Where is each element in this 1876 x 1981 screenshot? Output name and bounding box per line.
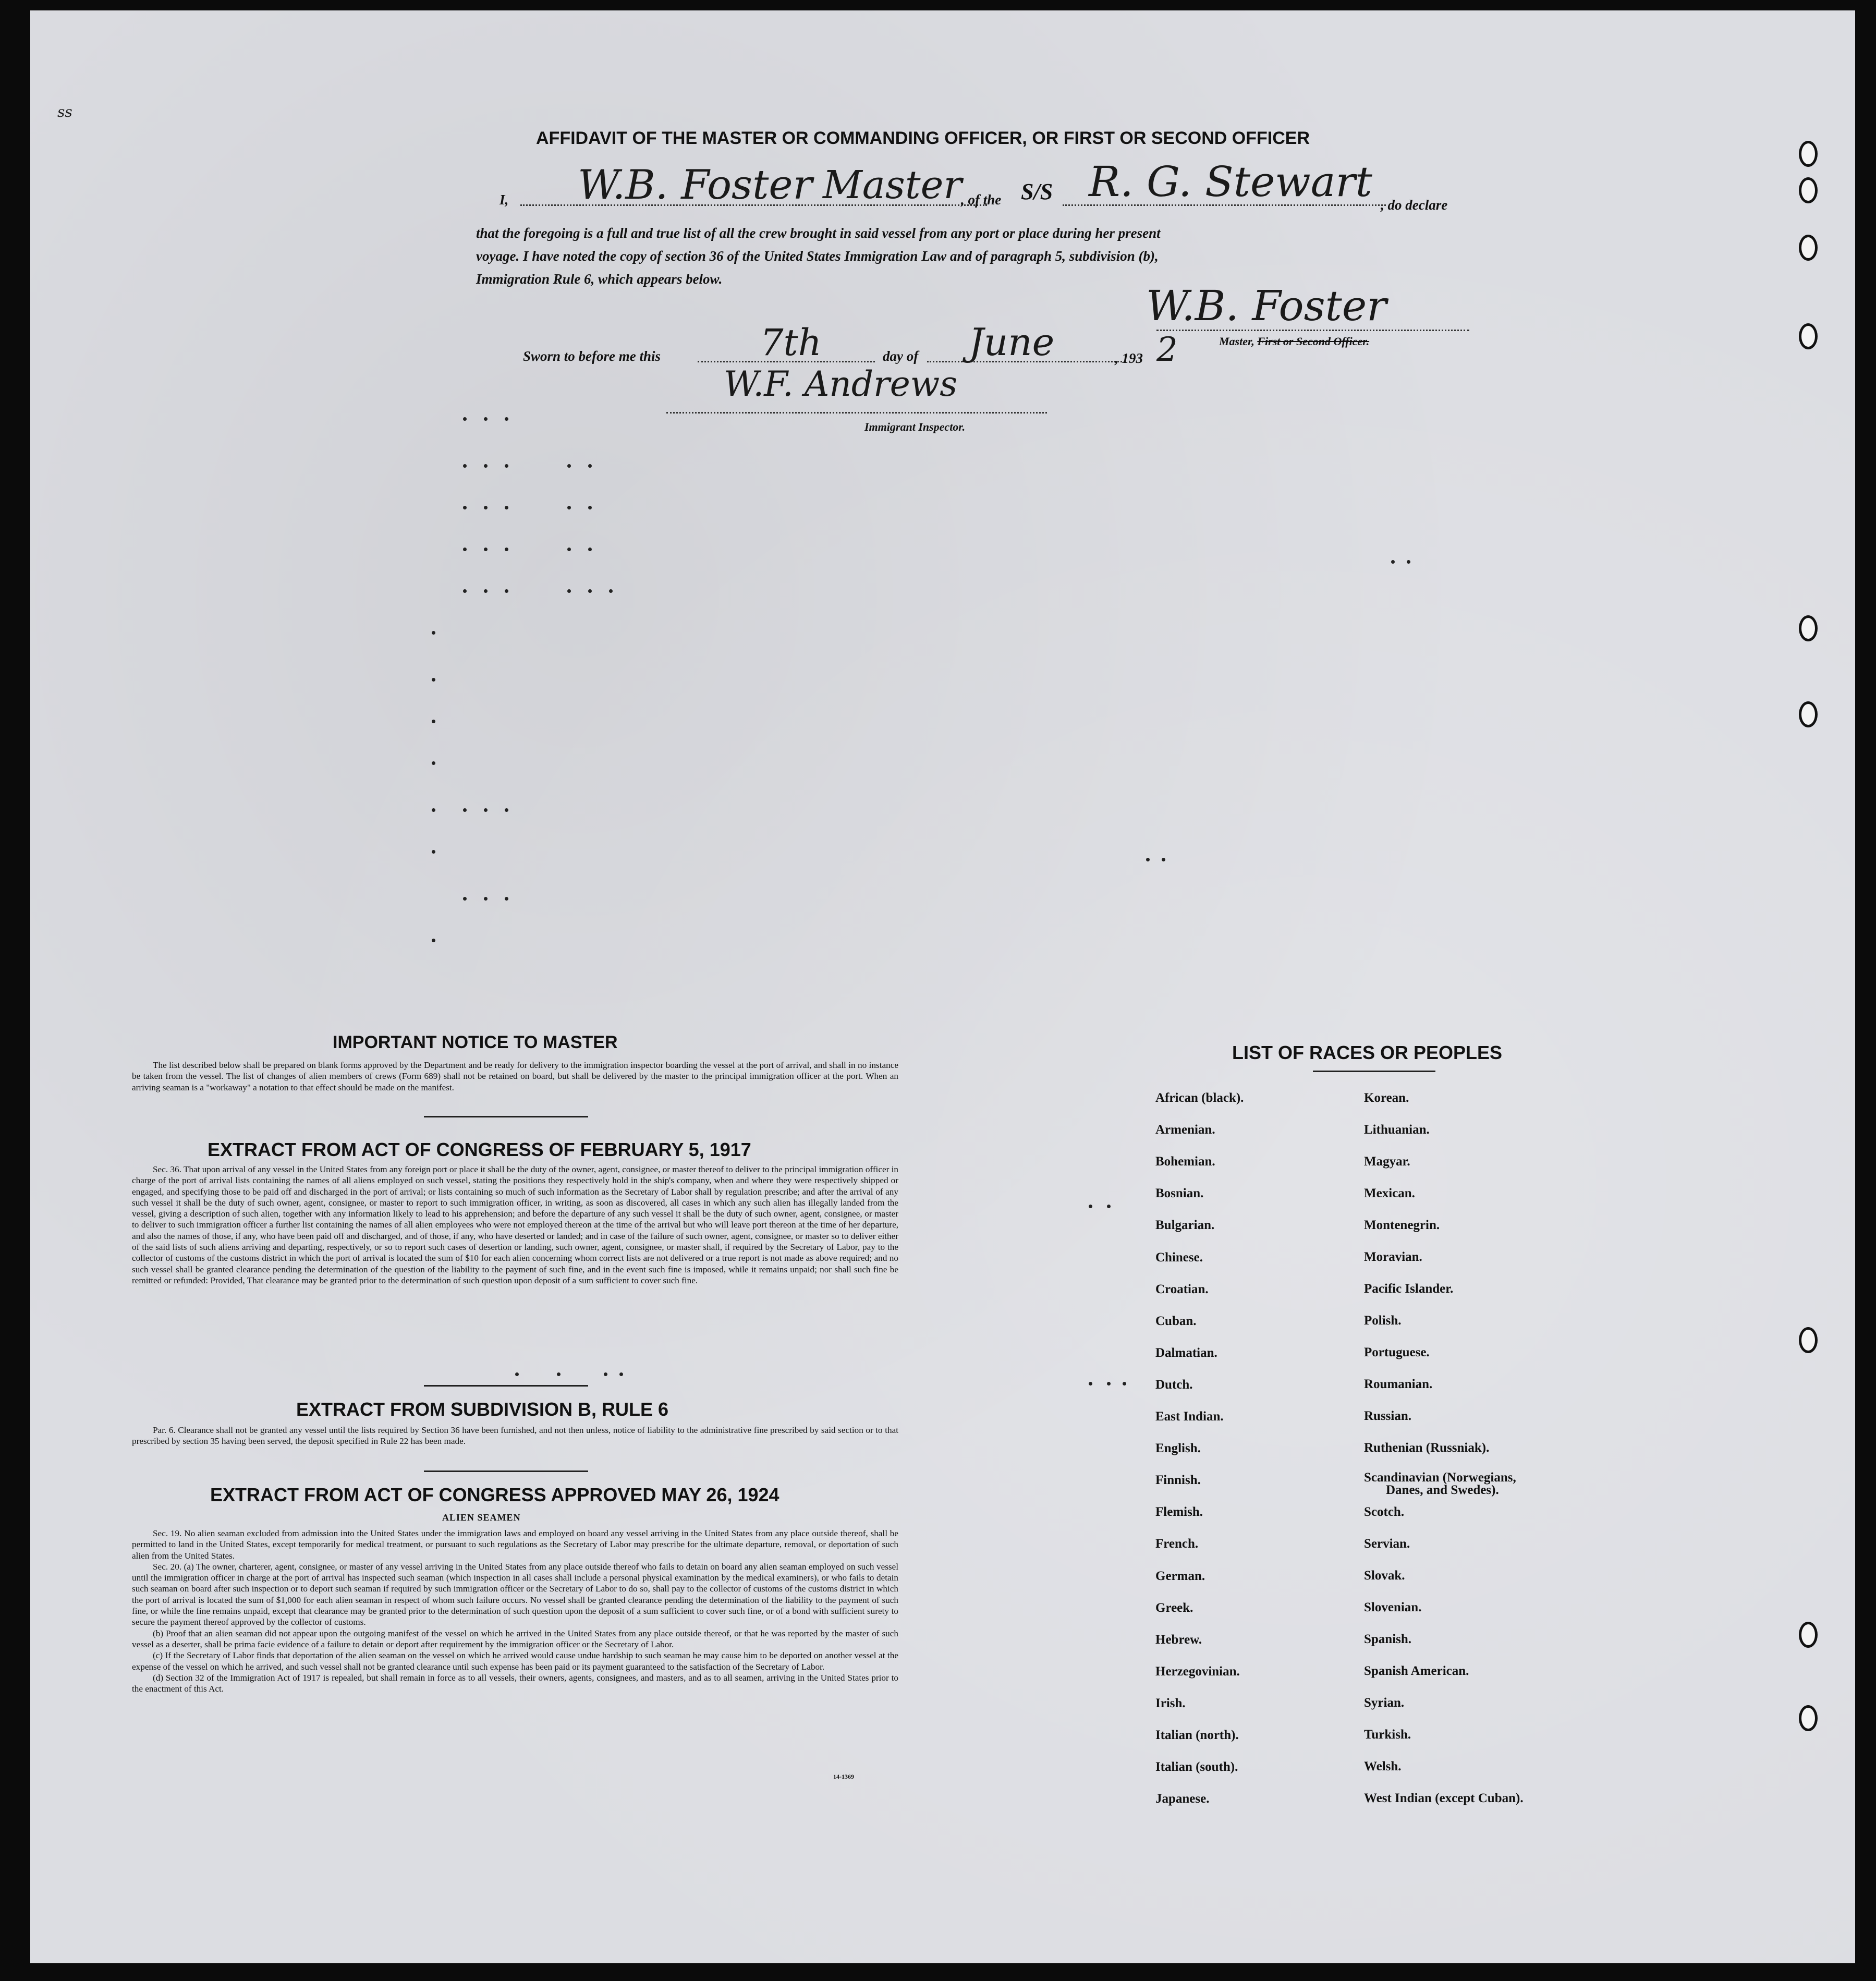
print-dot	[505, 808, 508, 812]
binder-hole	[1799, 141, 1818, 167]
race-left-item: Italian (south).	[1155, 1760, 1238, 1775]
extract1-text	[132, 1164, 898, 1286]
extract2-paragraph: Par. 6. Clearance shall not be granted any vessel until the lists required by Section 36 have been furnished, and not then unless, notice of liability to the administrative fine prescribed by said section or to that prescribed by section 35 having been served, the deposit specified in Rule 22 has been made.	[132, 1425, 898, 1447]
day-handwritten: 7th	[760, 321, 822, 364]
print-dot	[1089, 1205, 1092, 1208]
races-divider	[1313, 1071, 1435, 1072]
print-dot	[1391, 560, 1395, 564]
races-title: LIST OF RACES OR PEOPLES	[1232, 1042, 1503, 1063]
race-right-item: Portuguese.	[1364, 1345, 1430, 1359]
notice-text	[132, 1060, 898, 1093]
race-right-item: Montenegrin.	[1364, 1218, 1440, 1232]
race-left-item: English.	[1155, 1441, 1201, 1456]
race-right-item: Mexican.	[1364, 1186, 1415, 1200]
caption-master: Master,	[1219, 335, 1254, 348]
alien-seamen-subtitle: ALIEN SEAMEN	[442, 1512, 521, 1523]
extract2-text	[132, 1425, 898, 1447]
print-dot	[1407, 560, 1410, 564]
race-right-item: Spanish American.	[1364, 1664, 1469, 1678]
print-dot	[567, 464, 571, 468]
print-dot	[463, 548, 467, 551]
sec20c-paragraph: (c) If the Secretary of Labor finds that deportation of the alien seaman on the vessel on which he arrived would cause undue hardship to such seaman he may cause him to be deported on another vessel at the expense of the vessel on which he arrived, and such vessel shall not be granted clearance until such expense has been paid or its payment guaranteed to the satisfaction of the Secretary of Labor.	[132, 1650, 898, 1672]
print-dot	[505, 897, 508, 901]
race-left-item: Bulgarian.	[1155, 1218, 1215, 1233]
caption-struck-officer: First or Second Officer.	[1257, 335, 1370, 348]
form-number: 14-1369	[833, 1773, 854, 1780]
print-dot	[505, 417, 508, 421]
binder-hole	[1799, 177, 1818, 203]
race-right-item: Servian.	[1364, 1537, 1410, 1551]
race-right-item: West Indian (except Cuban).	[1364, 1791, 1524, 1805]
affidavit-title: AFFIDAVIT OF THE MASTER OR COMMANDING OFFICER, OR FIRST OR SECOND OFFICER	[536, 128, 1310, 148]
print-dot	[1123, 1382, 1126, 1386]
race-right-item: Magyar.	[1364, 1154, 1410, 1169]
race-left-item: Irish.	[1155, 1696, 1186, 1710]
sec19-paragraph: Sec. 19. No alien seaman excluded from admission into the United States under the immigration laws and employed on board any vessel arriving in the United States from any place outside thereof, shall be permitted to land in the United States, except temporarily for medical treatment, or pursuant to such regulations as the Secretary of Labor may prescribe for the ultimate departure, removal, or deportation of such alien from the United States.	[132, 1528, 898, 1561]
sec20b-paragraph: (b) Proof that an alien seaman did not appear upon the outgoing manifest of the vessel on which he arrived in the United States from any place outside thereof, or that he was reported by the master of such vessel as a deserter, shall be prima facie evidence of a failure to detain or deport after requirement by the immigration officer or the Secretary of Labor.	[132, 1628, 898, 1649]
print-dot	[505, 506, 508, 509]
sworn-prefix: Sworn to before me this	[523, 348, 661, 364]
race-right-item: Polish.	[1364, 1314, 1402, 1328]
race-right-item: Korean.	[1364, 1091, 1409, 1105]
print-dot	[484, 808, 488, 812]
race-left-item: Hebrew.	[1155, 1632, 1202, 1647]
notice-title: IMPORTANT NOTICE TO MASTER	[333, 1032, 618, 1052]
print-dot	[432, 850, 435, 854]
notice-paragraph: The list described below shall be prepared on blank forms approved by the Department and be ready for delivery to the immigration inspector boarding the vessel at the port of arrival, and shall in no instance be taken from the vessel. The list of changes of alien members of crews (Form 689) shall not be retained on board, but shall be delivered by the master to the principal immigration officer at the port. When an arriving seaman is a "workaway" a notation to that effect should be made on the manifest.	[132, 1060, 898, 1092]
race-left-item: French.	[1155, 1537, 1199, 1551]
print-dot	[505, 548, 508, 551]
extract1-title: EXTRACT FROM ACT OF CONGRESS OF FEBRUARY 5, 1917	[208, 1139, 751, 1160]
print-dot	[567, 548, 571, 551]
print-dot	[463, 417, 467, 421]
race-left-item: Chinese.	[1155, 1250, 1203, 1265]
print-dot	[604, 1372, 607, 1376]
print-dot	[505, 589, 508, 593]
race-right-item: Welsh.	[1364, 1759, 1402, 1773]
print-dot	[432, 939, 435, 942]
race-left-item: Armenian.	[1155, 1123, 1215, 1137]
print-dot	[1162, 858, 1165, 861]
race-left-item: Croatian.	[1155, 1282, 1209, 1296]
race-left-item: German.	[1155, 1569, 1205, 1583]
print-dot	[432, 808, 435, 812]
race-right-item: Ruthenian (Russniak).	[1364, 1441, 1490, 1455]
inspector-line	[666, 412, 1047, 414]
print-dot	[588, 548, 592, 551]
divider-3	[424, 1470, 588, 1472]
print-dot	[432, 761, 435, 765]
of-the-label: , of the	[961, 192, 1002, 208]
do-declare-label: , do declare	[1381, 197, 1448, 213]
race-right-item: Slovak.	[1364, 1569, 1405, 1583]
race-right-item: Slovenian.	[1364, 1600, 1422, 1614]
race-left-item: Herzegovinian.	[1155, 1664, 1240, 1679]
print-dot	[1107, 1205, 1111, 1208]
race-left-item: Greek.	[1155, 1600, 1193, 1615]
print-dot	[484, 897, 488, 901]
print-dot	[432, 631, 435, 635]
race-left-item: Finnish.	[1155, 1473, 1201, 1488]
print-dot	[557, 1372, 561, 1376]
race-right-item: Moravian.	[1364, 1250, 1422, 1264]
inspector-caption: Immigrant Inspector.	[864, 420, 966, 433]
binder-hole	[1799, 323, 1818, 349]
binder-hole	[1799, 1705, 1818, 1731]
binder-hole	[1799, 701, 1818, 727]
print-dot	[463, 808, 467, 812]
print-dot	[432, 720, 435, 723]
race-right-item: Spanish.	[1364, 1632, 1412, 1646]
race-right-item: Russian.	[1364, 1409, 1412, 1423]
race-left-item: Cuban.	[1155, 1314, 1197, 1328]
line1-prefix: I,	[500, 192, 509, 208]
print-dot	[463, 897, 467, 901]
print-dot	[505, 464, 508, 468]
master-name-handwritten: W.B. Foster	[578, 162, 812, 209]
year-handwritten: 2	[1156, 331, 1178, 369]
print-dot	[484, 506, 488, 509]
binder-hole	[1799, 615, 1818, 641]
year-prefix: , 193	[1115, 350, 1143, 366]
print-dot	[1146, 858, 1150, 861]
sec20a-paragraph: Sec. 20. (a) The owner, charterer, agent, consignee, or master of any vessel arriving in the United States from any place outside thereof who fails to detain on board any alien seaman employed on such vessel until the immigration officer in charge at the port of arrival has inspected such seaman (which inspection in all cases shall include a personal physical examination by the medical examiners), or who fails to detain such seaman on board after such inspection or to deport such seaman if required by such immigration officer or the Secretary of Labor to do so, shall pay to the collector of customs of the customs district in which the port of arrival is located the sum of $1,000 for each alien seaman in respect of whom such failure occurs. No vessel shall be granted clearance pending the determination of the liability to the payment of such fine, or while the fine remains unpaid, except that clearance may be granted prior to the determination of such question upon the deposit of a sum sufficient to cover such fine, or of a bond with sufficient surety to secure the payment thereof approved by the collector of customs.	[132, 1561, 898, 1627]
inspector-signature: W.F. Andrews	[724, 364, 958, 404]
corner-mark: ss	[57, 103, 72, 120]
race-left-item: East Indian.	[1155, 1409, 1224, 1424]
print-dot	[515, 1372, 519, 1376]
binder-hole	[1799, 1622, 1818, 1648]
vessel-name-handwritten: R. G. Stewart	[1089, 157, 1372, 206]
extract1-paragraph: Sec. 36. That upon arrival of any vessel in the United States from any foreign port or place it shall be the duty of the owner, agent, consignee, or master thereof to deliver to the principal immigration officer in charge of the port of arrival lists containing the names of all aliens employed on such vessel, stating the positions they respectively hold in the ship's company, when and where they were respectively shipped or engaged, and specifying those to be paid off and discharged in the port of arrival; or lists containing so much of such information as the Secretary of Labor shall by regulation prescribe; and after the arrival of any such vessel it shall be the duty of such owner, agent, consignee, or master to report to such immigration officer, in writing, as soon as discovered, all cases in which any such alien has illegally landed from the vessel, giving a description of such alien, together with any information likely to lead to his apprehension; and before the departure of any such vessel it shall be the duty of such owner, agent, consignee, or master to deliver to such immigration officer a further list containing the names of all alien employees who were not employed thereon at the time of the arrival but who will leave port thereon at the time of her departure, and also the names of those, if any, who have been paid off and discharged, and of those, if any, who have deserted or landed; and in case of the failure of such owner, agent, consignee, or master so to deliver either of the said lists of such aliens arriving and departing, respectively, or so to report such cases of desertion or landing, such owner, agent, consignee, or master shall, if required by the Secretary of Labor, pay to the collector of customs of the customs district in which the port of arrival is located the sum of $10 for each alien concerning whom correct lists are not delivered or a true report is not made as above required; and no such vessel shall be granted clearance pending the determination of the question of the liability to the payment of such fine, and in the event such fine is imposed, while it remains unpaid; nor shall such fine be remitted or refunded: Provided, That clearance may be granted prior to the determination of such question upon deposit of a sum sufficient to cover such fine.	[132, 1164, 898, 1285]
signature-caption	[1219, 335, 1369, 348]
print-dot	[619, 1372, 623, 1376]
month-handwritten: June	[969, 320, 1055, 364]
race-right-item: Scotch.	[1364, 1505, 1405, 1519]
extract3-text	[132, 1528, 898, 1694]
ss-mark: S/S	[1021, 179, 1053, 204]
race-right-item: Roumanian.	[1364, 1377, 1433, 1391]
master-signature: W.B. Foster	[1146, 282, 1387, 330]
race-left-item: Bohemian.	[1155, 1154, 1215, 1169]
extract3-title: EXTRACT FROM ACT OF CONGRESS APPROVED MAY 26, 1924	[210, 1484, 779, 1505]
print-dot	[484, 548, 488, 551]
print-dot	[1089, 1382, 1092, 1386]
race-left-item: Flemish.	[1155, 1505, 1203, 1520]
print-dot	[567, 589, 571, 593]
day-of-label: day of	[883, 348, 919, 364]
document-page	[30, 10, 1855, 1963]
race-left-item: Dalmatian.	[1155, 1345, 1217, 1360]
print-dot	[1107, 1382, 1111, 1386]
race-left-item: African (black).	[1155, 1091, 1244, 1105]
race-right-item: Scandinavian (Norwegians,	[1364, 1470, 1516, 1485]
race-left-item: Bosnian.	[1155, 1186, 1204, 1201]
print-dot	[588, 506, 592, 509]
sec20d-paragraph: (d) Section 32 of the Immigration Act of 1917 is repealed, but shall remain in force as to all vessels, their owners, agents, consignees, and masters, and as to all seamen, arriving in the United States prior to the enactment of this Act.	[132, 1672, 898, 1694]
affidavit-line3: voyage. I have noted the copy of section 36 of the United States Immigration Law and of paragraph 5, subdivision (b),	[476, 248, 1159, 264]
binder-hole	[1799, 235, 1818, 261]
race-right-item: Lithuanian.	[1364, 1123, 1430, 1137]
race-right-item: Syrian.	[1364, 1696, 1405, 1710]
race-left-item: Italian (north).	[1155, 1728, 1239, 1742]
print-dot	[463, 589, 467, 593]
print-dot	[484, 589, 488, 593]
race-right-item: Danes, and Swedes).	[1386, 1483, 1499, 1497]
race-left-item: Dutch.	[1155, 1377, 1193, 1392]
affidavit-line4: Immigration Rule 6, which appears below.	[476, 271, 723, 287]
print-dot	[484, 464, 488, 468]
affidavit-line2: that the foregoing is a full and true list of all the crew brought in said vessel from any port or place during her present	[476, 225, 1161, 241]
print-dot	[484, 417, 488, 421]
race-right-item: Turkish.	[1364, 1728, 1411, 1742]
race-left-item: Japanese.	[1155, 1792, 1210, 1806]
extract2-title: EXTRACT FROM SUBDIVISION B, RULE 6	[296, 1399, 669, 1420]
print-dot	[432, 678, 435, 682]
print-dot	[588, 589, 592, 593]
signature-line	[1156, 330, 1469, 331]
divider-2	[424, 1385, 588, 1387]
divider-1	[424, 1116, 588, 1117]
race-right-item: Pacific Islander.	[1364, 1282, 1454, 1296]
print-dot	[463, 464, 467, 468]
print-dot	[463, 506, 467, 509]
master-rank-handwritten: Master	[823, 163, 962, 208]
binder-hole	[1799, 1327, 1818, 1353]
print-dot	[567, 506, 571, 509]
print-dot	[609, 589, 613, 593]
print-dot	[588, 464, 592, 468]
